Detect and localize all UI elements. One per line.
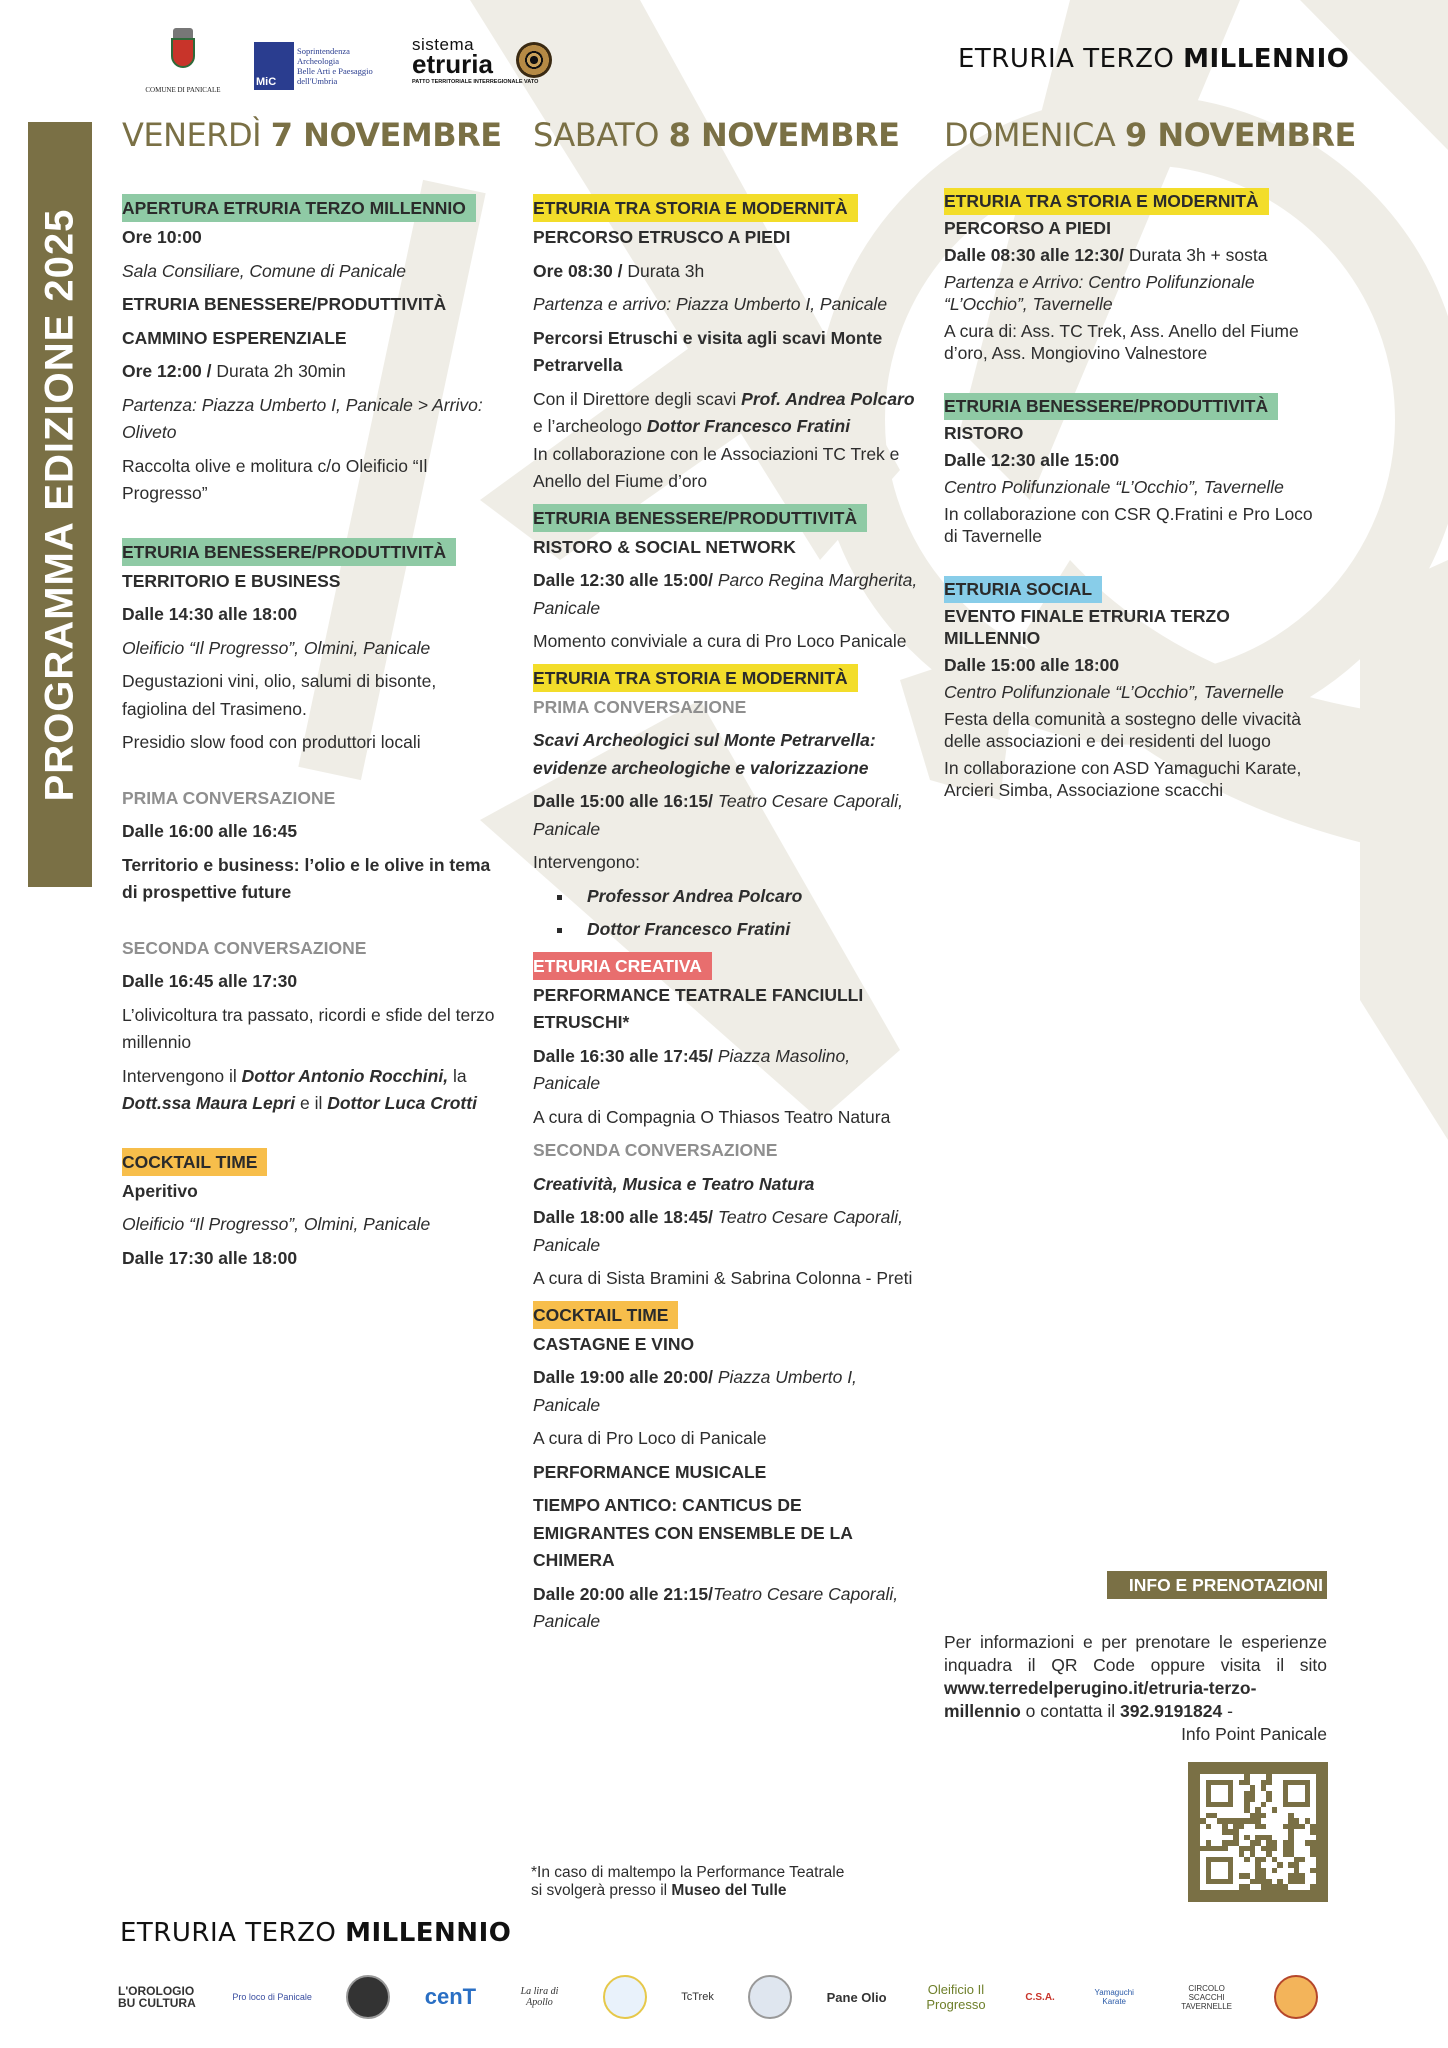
- partner-logo-associazione-culturale: [748, 1975, 792, 2019]
- mic-badge: MiC: [254, 42, 294, 90]
- partner-logo-oleificio: Oleificio Il Progresso: [926, 1982, 986, 2012]
- conversation-label: PRIMA CONVERSAZIONE: [533, 696, 747, 717]
- event-title: RISTORO: [944, 423, 1024, 443]
- speaker-item: Dottor Francesco Fratini: [557, 916, 918, 944]
- phone-number[interactable]: 392.9191824: [1120, 1701, 1223, 1721]
- day-header-friday: VENERDÌ 7 NOVEMBRE: [122, 116, 502, 154]
- event-title: TIEMPO ANTICO: CANTICUS DE EMIGRANTES CON ENSEMBLE DE LA CHIMERA: [533, 1495, 853, 1570]
- sunday-column: [944, 186, 1329, 806]
- speakers-list: [557, 883, 918, 944]
- patto-label: PATTO TERRITORIALE INTERREGIONALE VATO: [412, 79, 539, 85]
- category-tag: ETRURIA BENESSERE/PRODUTTIVITÀ: [533, 504, 867, 532]
- event-cammino: [122, 291, 502, 508]
- event-time-place: Dalle 19:00 alle 20:00/ Piazza Umberto I, Panicale: [533, 1367, 857, 1415]
- event-finale: [944, 574, 1329, 801]
- event-castagne-vino: [533, 1299, 918, 1453]
- event-prima-conversazione: [122, 785, 502, 907]
- event-place: Partenza e Arrivo: Centro Polifunzionale “L’Occhio”, Tavernelle: [944, 272, 1255, 314]
- event-time: Dalle 15:00 alle 18:00: [944, 655, 1120, 675]
- event-description: Degustazioni vini, olio, salumi di bisonte, fagiolina del Trasimeno.: [122, 671, 437, 719]
- event-cocktail: [122, 1146, 502, 1273]
- programma-banner: [28, 122, 92, 887]
- brand-wordmark-bottom: ETRURIA TERZO MILLENNIO: [120, 1918, 512, 1948]
- event-collaboration: In collaborazione con ASD Yamaguchi Karate, Arcieri Simba, Associazione scacchi: [944, 758, 1302, 800]
- sistema-etruria-logo: [412, 35, 539, 85]
- partner-logo-orologio: L'OROLOGIO BU CULTURA: [118, 1984, 196, 2010]
- event-time: Dalle 12:30 alle 15:00: [944, 450, 1120, 470]
- event-guides: Con il Direttore degli scavi Prof. Andrea Polcaro e l’archeologo Dottor Francesco Fratini: [533, 388, 915, 436]
- event-description: A cura di Compagnia O Thiasos Teatro Natura: [533, 1106, 891, 1127]
- day-header-saturday: SABATO 8 NOVEMBRE: [533, 116, 900, 154]
- event-speakers: Intervengono il Dottor Antonio Rocchini, la Dott.ssa Maura Lepri e il Dottor Luca Crotti: [122, 1065, 477, 1113]
- event-place: Oleificio “Il Progresso”, Olmini, Panicale: [122, 637, 431, 658]
- event-category: ETRURIA BENESSERE/PRODUTTIVITÀ: [122, 294, 447, 314]
- partner-logo-circolo-scacchi: CIRCOLO SCACCHI TAVERNELLE: [1181, 1983, 1233, 2011]
- event-ristoro: [944, 391, 1329, 547]
- category-tag: ETRURIA TRA STORIA E MODERNITÀ: [944, 188, 1269, 215]
- event-time: Dalle 16:45 alle 17:30: [122, 971, 298, 991]
- mic-soprintendenza-logo: [254, 42, 373, 90]
- partner-logo-associazione-turistica: [346, 1975, 390, 2019]
- partner-logo-arcieri-simba: [1274, 1975, 1318, 2019]
- banner-text: PROGRAMMA EDIZIONE 2025: [37, 208, 82, 801]
- event-description: A cura di Pro Loco di Panicale: [533, 1428, 767, 1448]
- event-category: PERFORMANCE MUSICALE: [533, 1461, 767, 1482]
- event-title: PERCORSO A PIEDI: [944, 218, 1111, 238]
- event-seconda-conversazione-sat: [533, 1137, 918, 1293]
- brand-wordmark-top: ETRURIA TERZO MILLENNIO: [958, 44, 1350, 74]
- event-collaboration: In collaborazione con le Associazioni TC Trek e Anello del Fiume d’oro: [533, 443, 900, 491]
- event-performance-musicale: [533, 1459, 918, 1636]
- partner-logos: [118, 1972, 1318, 2022]
- event-title: CAMMINO ESPERENZIALE: [122, 327, 347, 348]
- event-performance-teatrale: [533, 950, 918, 1132]
- coat-of-arms-icon: [163, 28, 203, 80]
- event-time: Ore 12:00 / Durata 2h 30min: [122, 361, 346, 381]
- category-tag: APERTURA ETRURIA TERZO MILLENNIO: [122, 194, 476, 222]
- conversation-label: PRIMA CONVERSAZIONE: [122, 787, 336, 808]
- category-tag: ETRURIA SOCIAL: [944, 576, 1102, 603]
- event-percorso-etrusco: [533, 192, 918, 496]
- event-place: Sala Consiliare, Comune di Panicale: [122, 260, 407, 281]
- event-time-place: Dalle 15:00 alle 16:15/ Teatro Cesare Caporali, Panicale: [533, 791, 903, 839]
- partner-logo-lira-apollo: La lira di Apollo: [520, 1986, 559, 2008]
- etruscan-disc-icon: [516, 42, 552, 78]
- event-title: Aperitivo: [122, 1180, 198, 1201]
- partner-logo-pane-olio: Pane Olio: [826, 1989, 887, 2005]
- event-percorso-a-piedi: [944, 186, 1329, 364]
- info-text: Per informazioni e per prenotare le esperienze inquadra il QR Code oppure visita il sito www.terredelperugino.it/etruria-terzo-millennio o contatta il 392.9191824 - Info Point Panicale: [944, 1632, 1327, 1744]
- event-place: Centro Polifunzionale “L’Occhio”, Tavernelle: [944, 477, 1284, 497]
- event-apertura: [122, 192, 502, 285]
- event-description: Momento conviviale a cura di Pro Loco Panicale: [533, 631, 907, 651]
- event-time-place: Dalle 18:00 alle 18:45/ Teatro Cesare Caporali, Panicale: [533, 1207, 903, 1255]
- saturday-column: [533, 192, 918, 1642]
- event-description: Raccolta olive e molitura c/o Oleificio “Il Progresso”: [122, 455, 428, 503]
- partner-logo-cent: cenT: [424, 1984, 477, 2009]
- info-heading: INFO E PRENOTAZIONI: [1107, 1571, 1327, 1599]
- partner-logo-proloco-panicale: Pro loco di Panicale: [232, 1992, 312, 2002]
- event-title: Creatività, Musica e Teatro Natura: [533, 1173, 815, 1194]
- event-seconda-conversazione: [122, 935, 502, 1118]
- event-time-place: Dalle 12:30 alle 15:00/ Parco Regina Margherita, Panicale: [533, 570, 918, 618]
- event-time: Dalle 16:00 alle 16:45: [122, 821, 298, 841]
- event-ristoro-social: [533, 502, 918, 656]
- partner-logo-anello-fiume: [603, 1975, 647, 2019]
- event-territorio-business: [122, 536, 502, 757]
- conversation-label: SECONDA CONVERSAZIONE: [122, 937, 367, 958]
- speaker-item: Professor Andrea Polcaro: [557, 883, 918, 911]
- event-description: In collaborazione con CSR Q.Fratini e Pro Loco di Tavernelle: [944, 504, 1313, 546]
- friday-column: [122, 192, 502, 1278]
- event-time: Ore 08:30 / Durata 3h: [533, 260, 705, 281]
- day-header-sunday: DOMENICA 9 NOVEMBRE: [944, 116, 1356, 154]
- event-title: PERCORSO ETRUSCO A PIEDI: [533, 227, 791, 247]
- event-place: Oleificio “Il Progresso”, Olmini, Panicale: [122, 1214, 431, 1234]
- qr-code[interactable]: [1188, 1762, 1328, 1902]
- comune-caption: COMUNE DI PANICALE: [145, 86, 221, 94]
- event-title: CASTAGNE E VINO: [533, 1333, 695, 1354]
- event-place: Partenza: Piazza Umberto I, Panicale > Arrivo: Oliveto: [122, 394, 483, 442]
- speakers-intro: Intervengono:: [533, 852, 641, 872]
- event-time: Dalle 08:30 alle 12:30/ Durata 3h + sosta: [944, 245, 1268, 265]
- event-subtitle: Percorsi Etruschi e visita agli scavi Monte Petrarvella: [533, 327, 883, 375]
- qr-code-pattern: [1200, 1774, 1316, 1890]
- event-place: Centro Polifunzionale “L’Occhio”, Tavernelle: [944, 682, 1284, 702]
- partner-logo-tctrek: TcTrek: [681, 1991, 714, 2003]
- category-tag: ETRURIA TRA STORIA E MODERNITÀ: [533, 664, 858, 692]
- event-title: EVENTO FINALE ETRURIA TERZO MILLENNIO: [944, 606, 1230, 648]
- website-link[interactable]: www.terredelperugino.it/etruria-terzo-millennio: [944, 1678, 1257, 1721]
- event-prima-conversazione-sat: [533, 662, 918, 944]
- event-description: L’olivicoltura tra passato, ricordi e sfide del terzo millennio: [122, 1004, 495, 1052]
- category-tag: ETRURIA BENESSERE/PRODUTTIVITÀ: [944, 393, 1278, 420]
- category-tag: COCKTAIL TIME: [533, 1301, 678, 1329]
- event-title: PERFORMANCE TEATRALE FANCIULLI ETRUSCHI*: [533, 984, 864, 1032]
- event-place: Partenza e arrivo: Piazza Umberto I, Panicale: [533, 294, 888, 314]
- weather-footnote: *In caso di maltempo la Performance Teatrale si svolgerà presso il Museo del Tulle: [531, 1864, 845, 1899]
- event-description: Festa della comunità a sostegno delle vivacità delle associazioni e dei residenti del luogo: [944, 709, 1302, 751]
- comune-di-panicale-logo: [138, 28, 228, 108]
- category-tag: ETRURIA TRA STORIA E MODERNITÀ: [533, 194, 858, 222]
- etruria-label: etruria: [412, 49, 493, 79]
- soprintendenza-text: Soprintendenza Archeologia Belle Arti e Paesaggio dell'Umbria: [297, 46, 373, 86]
- category-tag: ETRURIA BENESSERE/PRODUTTIVITÀ: [122, 538, 456, 566]
- event-description: A cura di Sista Bramini & Sabrina Colonna - Preti: [533, 1268, 913, 1288]
- info-point: Info Point Panicale: [1181, 1724, 1327, 1744]
- partner-logo-yamaguchi: Yamaguchi Karate: [1094, 1988, 1134, 2006]
- event-title: Scavi Archeologici sul Monte Petrarvella: evidenze archeologiche e valorizzazione: [533, 730, 876, 778]
- event-time: Ore 10:00: [122, 227, 202, 247]
- conversation-label: SECONDA CONVERSAZIONE: [533, 1140, 778, 1160]
- event-title: Territorio e business: l’olio e le olive in tema di prospettive future: [122, 854, 491, 902]
- event-description: A cura di: Ass. TC Trek, Ass. Anello del Fiume d’oro, Ass. Mongiovino Valnestore: [944, 321, 1299, 363]
- partner-logo-csa: C.S.A.: [1025, 1991, 1055, 2003]
- event-description: Presidio slow food con produttori locali: [122, 732, 421, 752]
- event-time-place: Dalle 20:00 alle 21:15/Teatro Cesare Caporali, Panicale: [533, 1583, 899, 1631]
- event-time: Dalle 14:30 alle 18:00: [122, 604, 298, 624]
- event-time: Dalle 17:30 alle 18:00: [122, 1247, 298, 1268]
- event-title: TERRITORIO E BUSINESS: [122, 570, 341, 591]
- category-tag: ETRURIA CREATIVA: [533, 952, 712, 980]
- sistema-label: sistema: [412, 35, 475, 54]
- category-tag: COCKTAIL TIME: [122, 1148, 267, 1176]
- event-time-place: Dalle 16:30 alle 17:45/ Piazza Masolino, Panicale: [533, 1045, 851, 1093]
- event-title: RISTORO & SOCIAL NETWORK: [533, 536, 796, 557]
